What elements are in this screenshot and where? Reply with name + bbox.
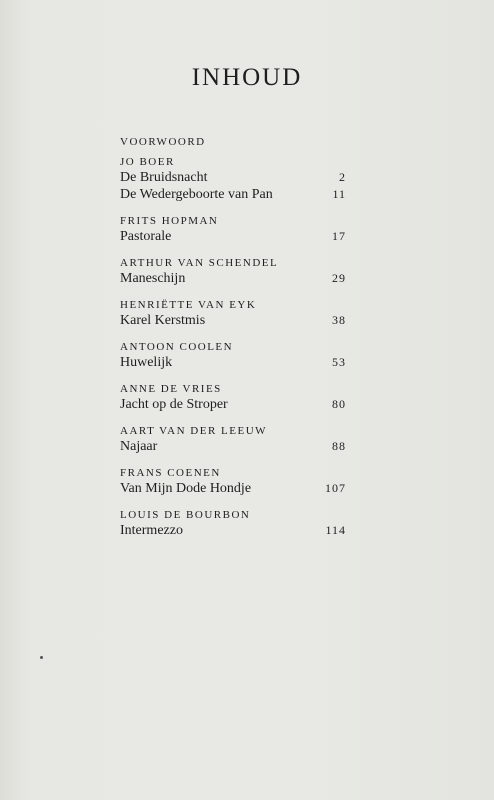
toc-section <box>120 508 346 539</box>
author-name: AART VAN DER LEEUW <box>120 425 268 437</box>
toc-section <box>120 382 346 413</box>
toc-entry <box>120 480 346 497</box>
page-number: 88 <box>332 439 346 453</box>
toc-section <box>120 298 346 329</box>
page-number: 2 <box>339 170 346 184</box>
toc-entry <box>120 312 346 329</box>
toc-section <box>120 340 346 371</box>
author-name: FRANS COENEN <box>120 467 221 479</box>
foreword-entry: VOORWOORD <box>120 136 206 148</box>
author-name: LOUIS DE BOURBON <box>120 509 251 521</box>
story-title: De Bruidsnacht <box>120 170 208 185</box>
story-title: De Wedergeboorte van Pan <box>120 187 273 202</box>
toc-entry <box>120 522 346 539</box>
page-number: 38 <box>332 313 346 327</box>
toc-section <box>120 256 346 287</box>
story-title: Najaar <box>120 439 158 454</box>
toc-entry <box>120 354 346 371</box>
toc-entry <box>120 438 346 455</box>
toc-entry <box>120 169 346 186</box>
page-number: 107 <box>325 481 346 495</box>
table-of-contents <box>120 134 346 550</box>
author-name: FRITS HOPMAN <box>120 215 219 227</box>
story-title: Pastorale <box>120 229 172 244</box>
page-number: 17 <box>332 229 346 243</box>
story-title: Intermezzo <box>120 523 183 538</box>
page-number: 114 <box>325 523 346 537</box>
author-name: ARTHUR VAN SCHENDEL <box>120 257 279 269</box>
story-title: Maneschijn <box>120 271 186 286</box>
paper-speck <box>40 656 43 659</box>
story-title: Jacht op de Stroper <box>120 397 228 412</box>
toc-section <box>120 155 346 203</box>
page-title: INHOUD <box>191 64 303 91</box>
page-number: 53 <box>332 355 346 369</box>
toc-section <box>120 214 346 245</box>
toc-entry <box>120 186 346 203</box>
page-number: 11 <box>332 187 346 201</box>
page-number: 29 <box>332 271 346 285</box>
author-name: HENRIËTTE VAN EYK <box>120 299 257 311</box>
toc-section <box>120 424 346 455</box>
page-number: 80 <box>332 397 346 411</box>
author-name: JO BOER <box>120 156 175 168</box>
story-title: Karel Kerstmis <box>120 313 206 328</box>
toc-entry <box>120 270 346 287</box>
author-name: ANNE DE VRIES <box>120 383 222 395</box>
toc-entry <box>120 396 346 413</box>
author-name: ANTOON COOLEN <box>120 341 234 353</box>
story-title: Huwelijk <box>120 355 173 370</box>
toc-section <box>120 466 346 497</box>
story-title: Van Mijn Dode Hondje <box>120 481 252 496</box>
toc-entry <box>120 228 346 245</box>
